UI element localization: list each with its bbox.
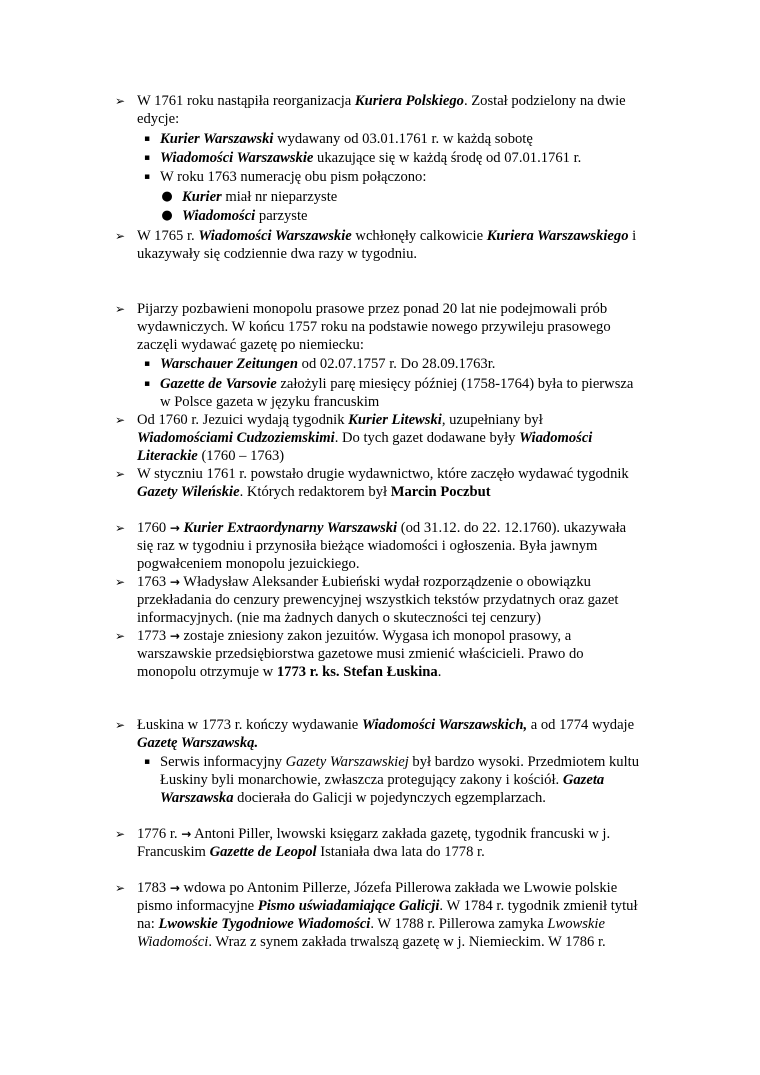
- square-bullet-icon: ▪: [143, 153, 151, 163]
- dot-bullet-icon: ●: [161, 208, 173, 223]
- arrow-bullet-icon: ➢: [114, 718, 126, 732]
- right-arrow-icon: →: [169, 881, 180, 895]
- list-item: Wiadomości Warszawskie ukazujące się w każdą środę od 07.01.1761 r.: [160, 150, 582, 166]
- text-line: Francuskim Gazette de Leopol Istaniała dwa lata do 1778 r.: [137, 844, 485, 860]
- text-line: ukazywały się codziennie dwa razy w tygodniu.: [137, 246, 418, 262]
- square-bullet-icon: ▪: [143, 134, 151, 144]
- text-line: 1783 → wdowa po Antonim Pillerze, Józefa Pillerowa zakłada we Lwowie polskie: [137, 880, 618, 896]
- text-line: w Polsce gazeta w języku francuskim: [160, 394, 380, 410]
- list-item: Serwis informacyjny Gazety Warszawskiej był bardzo wysoki. Przedmiotem kultu: [160, 754, 639, 770]
- square-bullet-icon: ▪: [143, 379, 151, 389]
- arrow-bullet-icon: ➢: [114, 629, 126, 643]
- text-line: 1773 → zostaje zniesiony zakon jezuitów. Wygasa ich monopol prasowy, a: [137, 628, 572, 644]
- square-bullet-icon: ▪: [143, 757, 151, 767]
- list-item: Kurier Warszawski wydawany od 03.01.1761 r. w każdą sobotę: [160, 131, 533, 147]
- arrow-bullet-icon: ➢: [114, 302, 126, 316]
- text-line: Wiadomościami Cudzoziemskimi. Do tych gazet dodawane były Wiadomości: [137, 430, 593, 446]
- text-line: pismo informacyjne Pismo uświadamiające Galicji. W 1784 r. tygodnik zmienił tytuł: [137, 898, 638, 914]
- text-line: informacyjnych. (nie ma żadnych danych o skuteczności tej cenzury): [137, 610, 542, 626]
- text-line: na: Lwowskie Tygodniowe Wiadomości. W 1788 r. Pillerowa zamyka Lwowskie: [137, 916, 605, 932]
- text-line: przekładania do cenzury prewencyjnej wszystkich tekstów przydatnych oraz gazet: [137, 592, 619, 608]
- right-arrow-icon: →: [169, 629, 180, 643]
- text-line: Warszawska docierała do Galicji w pojedynczych egzemplarzach.: [160, 790, 546, 806]
- list-item: Warschauer Zeitungen od 02.07.1757 r. Do 28.09.1763r.: [160, 356, 496, 372]
- list-item: Kurier miał nr nieparzyste: [182, 189, 338, 205]
- square-bullet-icon: ▪: [143, 172, 151, 182]
- text-line: W styczniu 1761 r. powstało drugie wydawnictwo, które zaczęło wydawać tygodnik: [137, 466, 629, 482]
- arrow-bullet-icon: ➢: [114, 881, 126, 895]
- right-arrow-icon: →: [181, 827, 192, 841]
- list-item: Gazette de Varsovie założyli parę miesięcy później (1758-1764) była to pierwsza: [160, 376, 634, 392]
- arrow-bullet-icon: ➢: [114, 575, 126, 589]
- text-line: 1760 → Kurier Extraordynarny Warszawski (od 31.12. do 22. 12.1760). ukazywała: [137, 520, 627, 536]
- text-line: Pijarzy pozbawieni monopolu prasowe przez ponad 20 lat nie podejmowali prób: [137, 301, 608, 317]
- text-line: W 1761 roku nastąpiła reorganizacja Kuriera Polskiego. Został podzielony na dwie: [137, 93, 626, 109]
- dot-bullet-icon: ●: [161, 189, 173, 204]
- text-line: pogwałceniem monopolu jezuickiego.: [137, 556, 360, 572]
- arrow-bullet-icon: ➢: [114, 413, 126, 427]
- text-line: warszawskie przedsiębiorstwa gazetowe musi zmienić właścicieli. Prawo do: [137, 646, 584, 662]
- text-line: się raz w tygodniu i przynosiła bieżące wiadomości i ogłoszenia. Była jawnym: [137, 538, 598, 554]
- text-line: Łuskiny byli monarchowie, zwłaszcza protegujący zakony i kościół. Gazeta: [160, 772, 605, 788]
- text-line: 1776 r. → Antoni Piller, lwowski księgarz zakłada gazetę, tygodnik francuski w j.: [137, 826, 611, 842]
- text-line: 1763 → Władysław Aleksander Łubieński wydał rozporządzenie o obowiązku: [137, 574, 591, 590]
- arrow-bullet-icon: ➢: [114, 94, 126, 108]
- text-line: edycje:: [137, 111, 180, 127]
- list-item: Wiadomości parzyste: [182, 208, 308, 224]
- arrow-bullet-icon: ➢: [114, 521, 126, 535]
- text-line: Łuskina w 1773 r. kończy wydawanie Wiadomości Warszawskich, a od 1774 wydaje: [137, 717, 635, 733]
- right-arrow-icon: →: [169, 521, 180, 535]
- arrow-bullet-icon: ➢: [114, 827, 126, 841]
- square-bullet-icon: ▪: [143, 359, 151, 369]
- text-line: Gazetę Warszawską.: [137, 735, 259, 751]
- text-line: zaczęli wydawać gazetę po niemiecku:: [137, 337, 364, 353]
- right-arrow-icon: →: [169, 575, 180, 589]
- text-line: Gazety Wileńskie. Których redaktorem był Marcin Poczbut: [137, 484, 491, 500]
- list-item: W roku 1763 numerację obu pism połączono:: [160, 169, 427, 185]
- text-line: Od 1760 r. Jezuici wydają tygodnik Kurier Litewski, uzupełniany był: [137, 412, 543, 428]
- text-line: W 1765 r. Wiadomości Warszawskie wchłonęły calkowicie Kuriera Warszawskiego i: [137, 228, 637, 244]
- text-line: wydawniczych. W końcu 1757 roku na podstawie nowego przywileju prasowego: [137, 319, 611, 335]
- arrow-bullet-icon: ➢: [114, 467, 126, 481]
- text-line: Literackie (1760 – 1763): [137, 448, 285, 464]
- text-line: monopolu otrzymuje w 1773 r. ks. Stefan Łuskina.: [137, 664, 442, 680]
- text-line: Wiadomości. Wraz z synem zakłada trwalszą gazetę w j. Niemieckim. W 1786 r.: [137, 934, 606, 950]
- arrow-bullet-icon: ➢: [114, 229, 126, 243]
